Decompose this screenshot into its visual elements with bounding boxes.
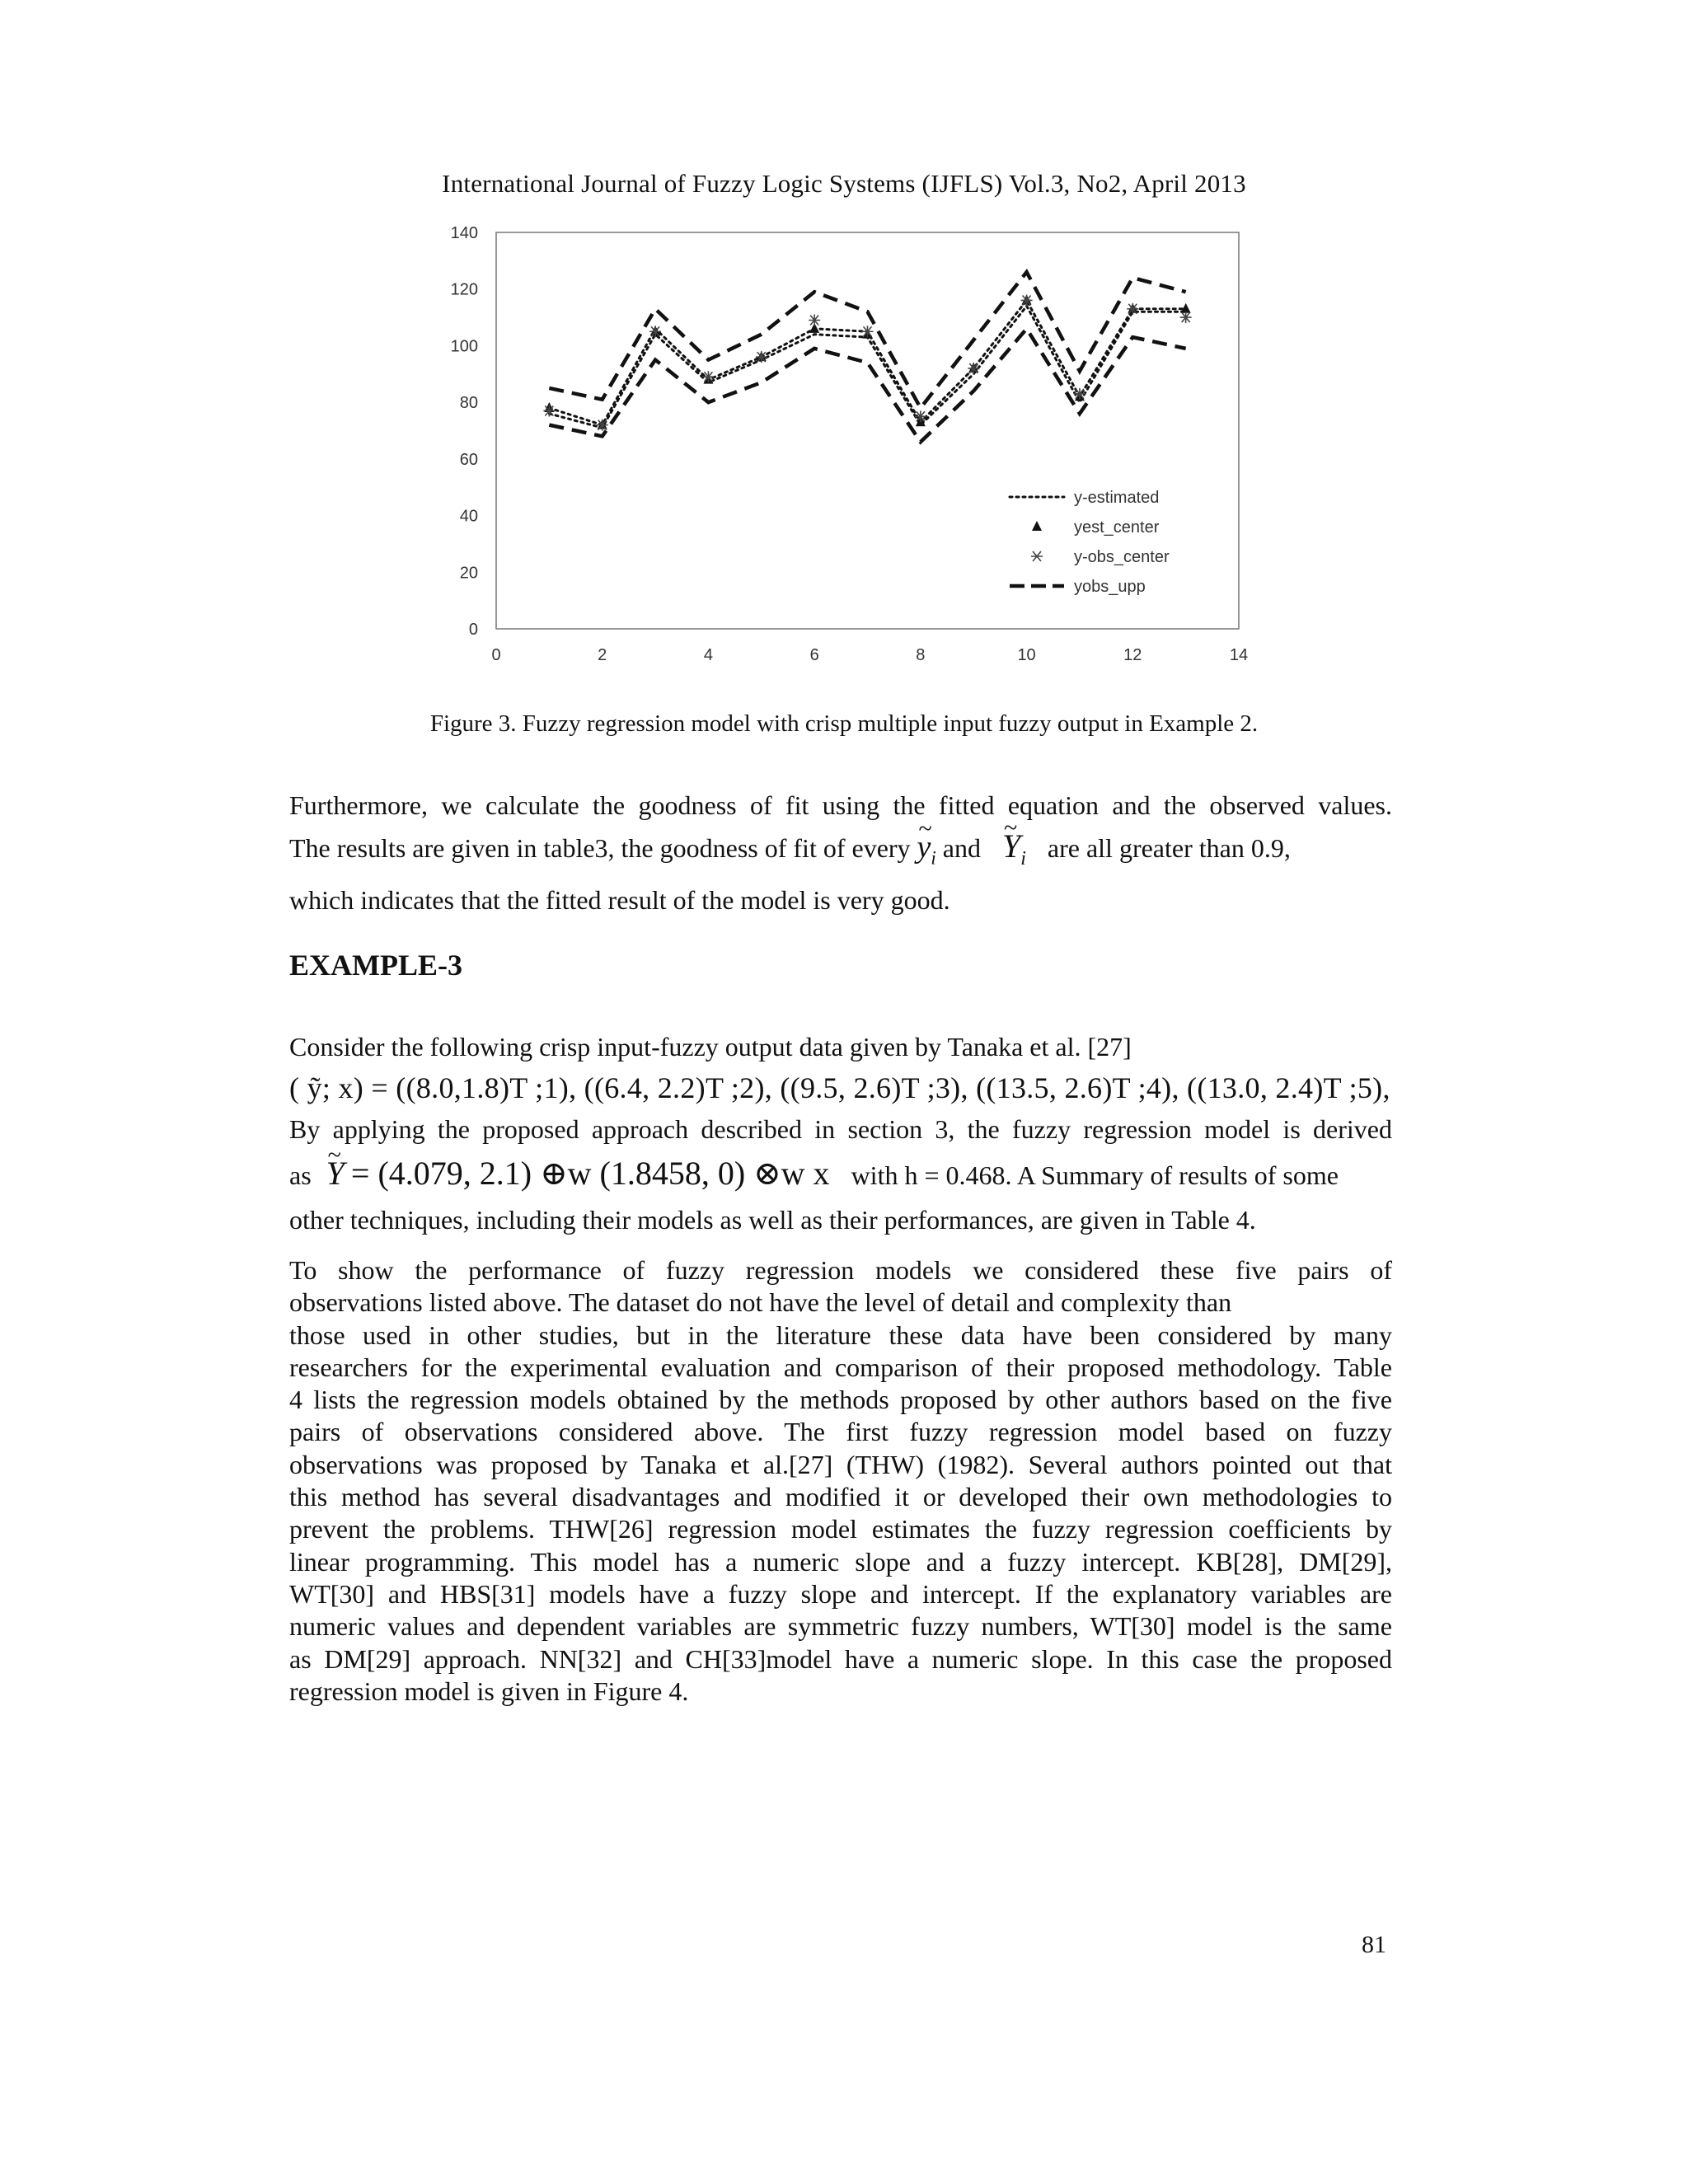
- text-line: By applying the proposed approach described in section 3, the fuzzy regression model is derived: [289, 1114, 1392, 1144]
- x-tick-label: 10: [1017, 646, 1036, 664]
- text-fragment: as: [289, 1160, 312, 1190]
- text-line: Consider the following crisp input-fuzzy output data given by Tanaka et al. [27]: [289, 1032, 1132, 1062]
- text-line: Furthermore, we calculate the goodness of fit using the fitted equation and the observed values.: [289, 790, 1392, 820]
- marker-y-obs_center: [756, 351, 767, 363]
- y-tick-label: 20: [459, 564, 478, 583]
- y-tick-label: 80: [459, 394, 478, 413]
- math-Y-tilde: ~ $Y_i$: [1002, 827, 1026, 865]
- fuzzy-regression-model: = (4.079, 2.1) ⊕w (1.8458, 0) ⊗w x: [350, 1155, 830, 1192]
- marker-y-obs_center: [543, 405, 555, 416]
- text-fragment: and: [942, 833, 981, 863]
- paragraph-performance: [289, 1254, 1392, 1708]
- text-line: 4 lists the regression models obtained by the methods proposed by other authors based on the five: [289, 1385, 1392, 1415]
- y-tick-label: 120: [450, 280, 478, 299]
- line-chart: [429, 223, 1278, 684]
- y-tick-label: 60: [459, 450, 478, 469]
- text-line: To show the performance of fuzzy regression models we considered these five pairs of: [289, 1255, 1392, 1285]
- legend-label: yobs_upp: [1074, 578, 1146, 596]
- y-tick-label: 140: [450, 224, 478, 242]
- text-line: observations listed above. The dataset do not have the level of detail and complexity than: [289, 1287, 1232, 1318]
- y-tick-label: 100: [450, 337, 478, 356]
- marker-y-obs_center: [1127, 303, 1138, 315]
- legend-label: yest_center: [1074, 518, 1160, 537]
- math-Y-tilde: ~ Y: [326, 1155, 345, 1192]
- marker-y-obs_center: [968, 363, 979, 374]
- x-tick-label: 14: [1229, 646, 1249, 664]
- series-line-yobs_upp: [549, 272, 1185, 408]
- text-line: WT[30] and HBS[31] models have a fuzzy slope and intercept. If the explanatory variables are: [289, 1578, 1392, 1609]
- y-tick-label: 0: [468, 621, 478, 639]
- paragraph-example-3: [289, 1026, 1392, 1240]
- text-line: numeric values and dependent variables are symmetric fuzzy numbers, WT[30] model is the same: [289, 1611, 1392, 1642]
- chart-series: [543, 272, 1191, 442]
- text-fragment: The results are given in table3, the goodness of fit of every: [289, 833, 911, 863]
- text-line: linear programming. This model has a numeric slope and a fuzzy intercept. KB[28], DM[29],: [289, 1546, 1392, 1577]
- x-tick-label: 6: [809, 646, 819, 664]
- text-fragment: with h = 0.468. A Summary of results of some: [851, 1160, 1339, 1190]
- marker-y-obs_center: [597, 419, 608, 431]
- figure-caption: Figure 3. Fuzzy regression model with crisp multiple input fuzzy output in Example 2.: [429, 710, 1259, 737]
- running-header: International Journal of Fuzzy Logic Systems (IJFLS) Vol.3, No2, April 2013: [442, 169, 1246, 198]
- marker-y-obs_center: [809, 315, 820, 326]
- legend-label: y-estimated: [1074, 489, 1160, 507]
- marker-y-obs_center: [862, 326, 874, 337]
- text-line: pairs of observations considered above. The first fuzzy regression model based on fuzzy: [289, 1417, 1392, 1447]
- x-tick-label: 2: [598, 646, 607, 664]
- page-number: 81: [1362, 1931, 1386, 1958]
- text-line: which indicates that the fitted result of the model is very good.: [289, 885, 950, 915]
- chart-legend: [1010, 489, 1170, 596]
- marker-y-obs_center: [1021, 294, 1033, 306]
- marker-y-obs_center: [1074, 388, 1085, 400]
- text-line: those used in other studies, but in the literature these data have been considered by many: [289, 1319, 1392, 1350]
- x-tick-label: 0: [491, 646, 501, 664]
- text-line: researchers for the experimental evaluation and comparison of their proposed methodology. Table: [289, 1352, 1392, 1382]
- math-y-tilde: ~ $y_i$: [917, 830, 936, 865]
- marker-y-obs_center: [915, 410, 926, 422]
- y-tick-label: 40: [459, 507, 478, 526]
- text-line: regression model is given in Figure 4.: [289, 1675, 689, 1706]
- section-heading: EXAMPLE-3: [289, 949, 462, 982]
- text-line-with-math: [289, 826, 1392, 879]
- plot-frame: [496, 232, 1239, 629]
- text-line: this method has several disadvantages and modified it or developed their own methodologies to: [289, 1482, 1392, 1512]
- x-tick-label: 8: [916, 646, 926, 664]
- data-equation: ( ỹ; x) = ((8.0,1.8)T ;1), ((6.4, 2.2)T ;2), ((9.5, 2.6)T ;3), ((13.5, 2.6)T ;4), ((13.0, 2.4)T ;5),: [289, 1071, 1390, 1104]
- legend-swatch: [1031, 551, 1043, 561]
- marker-y-obs_center: [649, 326, 661, 337]
- text-fragment: are all greater than 0.9,: [1047, 833, 1291, 863]
- series-line-y-estimated: [549, 300, 1185, 424]
- paragraph-goodness-of-fit: [289, 785, 1392, 921]
- marker-y-obs_center: [1180, 312, 1192, 323]
- text-line: prevent the problems. THW[26] regression model estimates the fuzzy regression coefficients by: [289, 1514, 1392, 1544]
- chart-axes: [451, 224, 1249, 664]
- text-line: observations was proposed by Tanaka et al.[27] (THW) (1982). Several authors pointed out that: [289, 1449, 1392, 1479]
- text-line-with-model: [289, 1150, 1392, 1199]
- legend-swatch: [1032, 521, 1042, 531]
- text-line: other techniques, including their models as well as their performances, are given in Table 4.: [289, 1205, 1256, 1235]
- x-tick-label: 4: [703, 646, 713, 664]
- x-tick-label: 12: [1123, 646, 1142, 664]
- legend-label: y-obs_center: [1074, 548, 1170, 566]
- text-line: as DM[29] approach. NN[32] and CH[33]model have a numeric slope. In this case the proposed: [289, 1643, 1392, 1674]
- marker-y-obs_center: [702, 371, 714, 382]
